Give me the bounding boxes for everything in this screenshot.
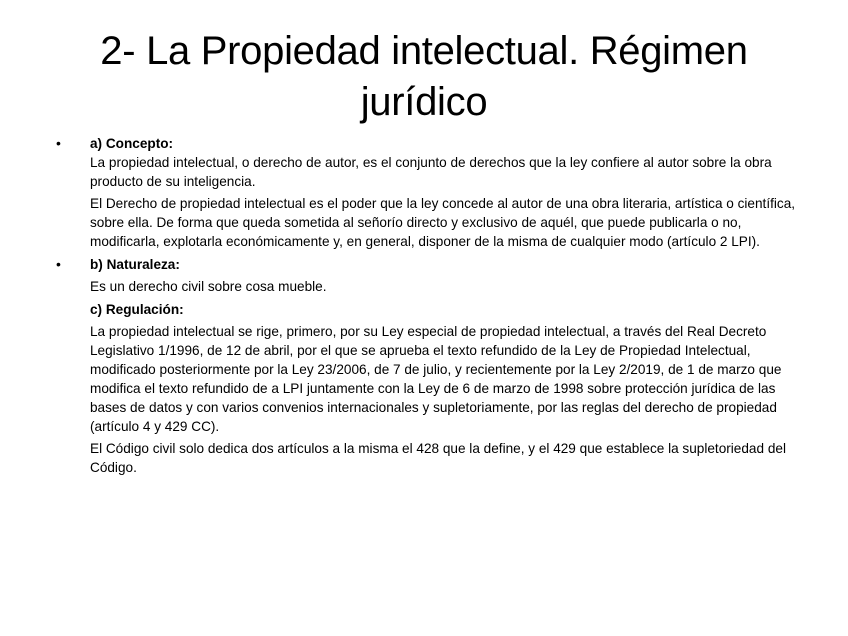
section-concepto bbox=[56, 134, 808, 251]
paragraph-concepto-2: El Derecho de propiedad intelectual es el poder que la ley concede al autor de una obra literaria, artística o científica, sobre ella. De forma que queda sometida al señorío directo y exclusivo de aquél, que puede publicarla o no, modificarla, explotarla económicamente y, en general, disponer de la misma de cualquier modo (artículo 2 LPI). bbox=[90, 196, 796, 249]
slide-body bbox=[56, 134, 808, 481]
section-heading-regulacion: c) Regulación: bbox=[90, 302, 184, 317]
paragraph-concepto-1: La propiedad intelectual, o derecho de autor, es el conjunto de derechos que la ley confiere al autor sobre la obra producto de su inteligencia. bbox=[90, 155, 772, 189]
bullet-marker: • bbox=[56, 256, 61, 272]
section-regulacion bbox=[56, 300, 808, 477]
paragraph-naturaleza-1: Es un derecho civil sobre cosa mueble. bbox=[90, 279, 327, 294]
slide-title: 2- La Propiedad intelectual. Régimen jurídico bbox=[100, 29, 748, 124]
section-heading-naturaleza: b) Naturaleza: bbox=[90, 257, 180, 272]
paragraph-regulacion-1: La propiedad intelectual se rige, primero, por su Ley especial de propiedad intelectual, a través del Real Decreto Legislativo 1/1996, de 12 de abril, por el que se aprueba el texto refundido de la Ley de Propiedad Intelectual, modificado posteriormente por la Ley 23/2006, de 7 de julio, y recientemente por la Ley 2/2019, de 1 de marzo que modifica el texto refundido de a LPI juntamente con la Ley de 6 de marzo de 1998 sobre protección jurídica de las bases de datos y con varios convenios internacionales y supletoriamente, por las reglas del derecho de propiedad (artículo 4 y 429 CC). bbox=[90, 324, 782, 434]
section-heading-concepto: a) Concepto: bbox=[90, 136, 174, 151]
bullet-marker: • bbox=[56, 135, 61, 151]
section-naturaleza bbox=[56, 255, 808, 296]
paragraph-regulacion-2: El Código civil solo dedica dos artículos a la misma el 428 que la define, y el 429 que establece la supletoriedad del Código. bbox=[90, 441, 786, 475]
